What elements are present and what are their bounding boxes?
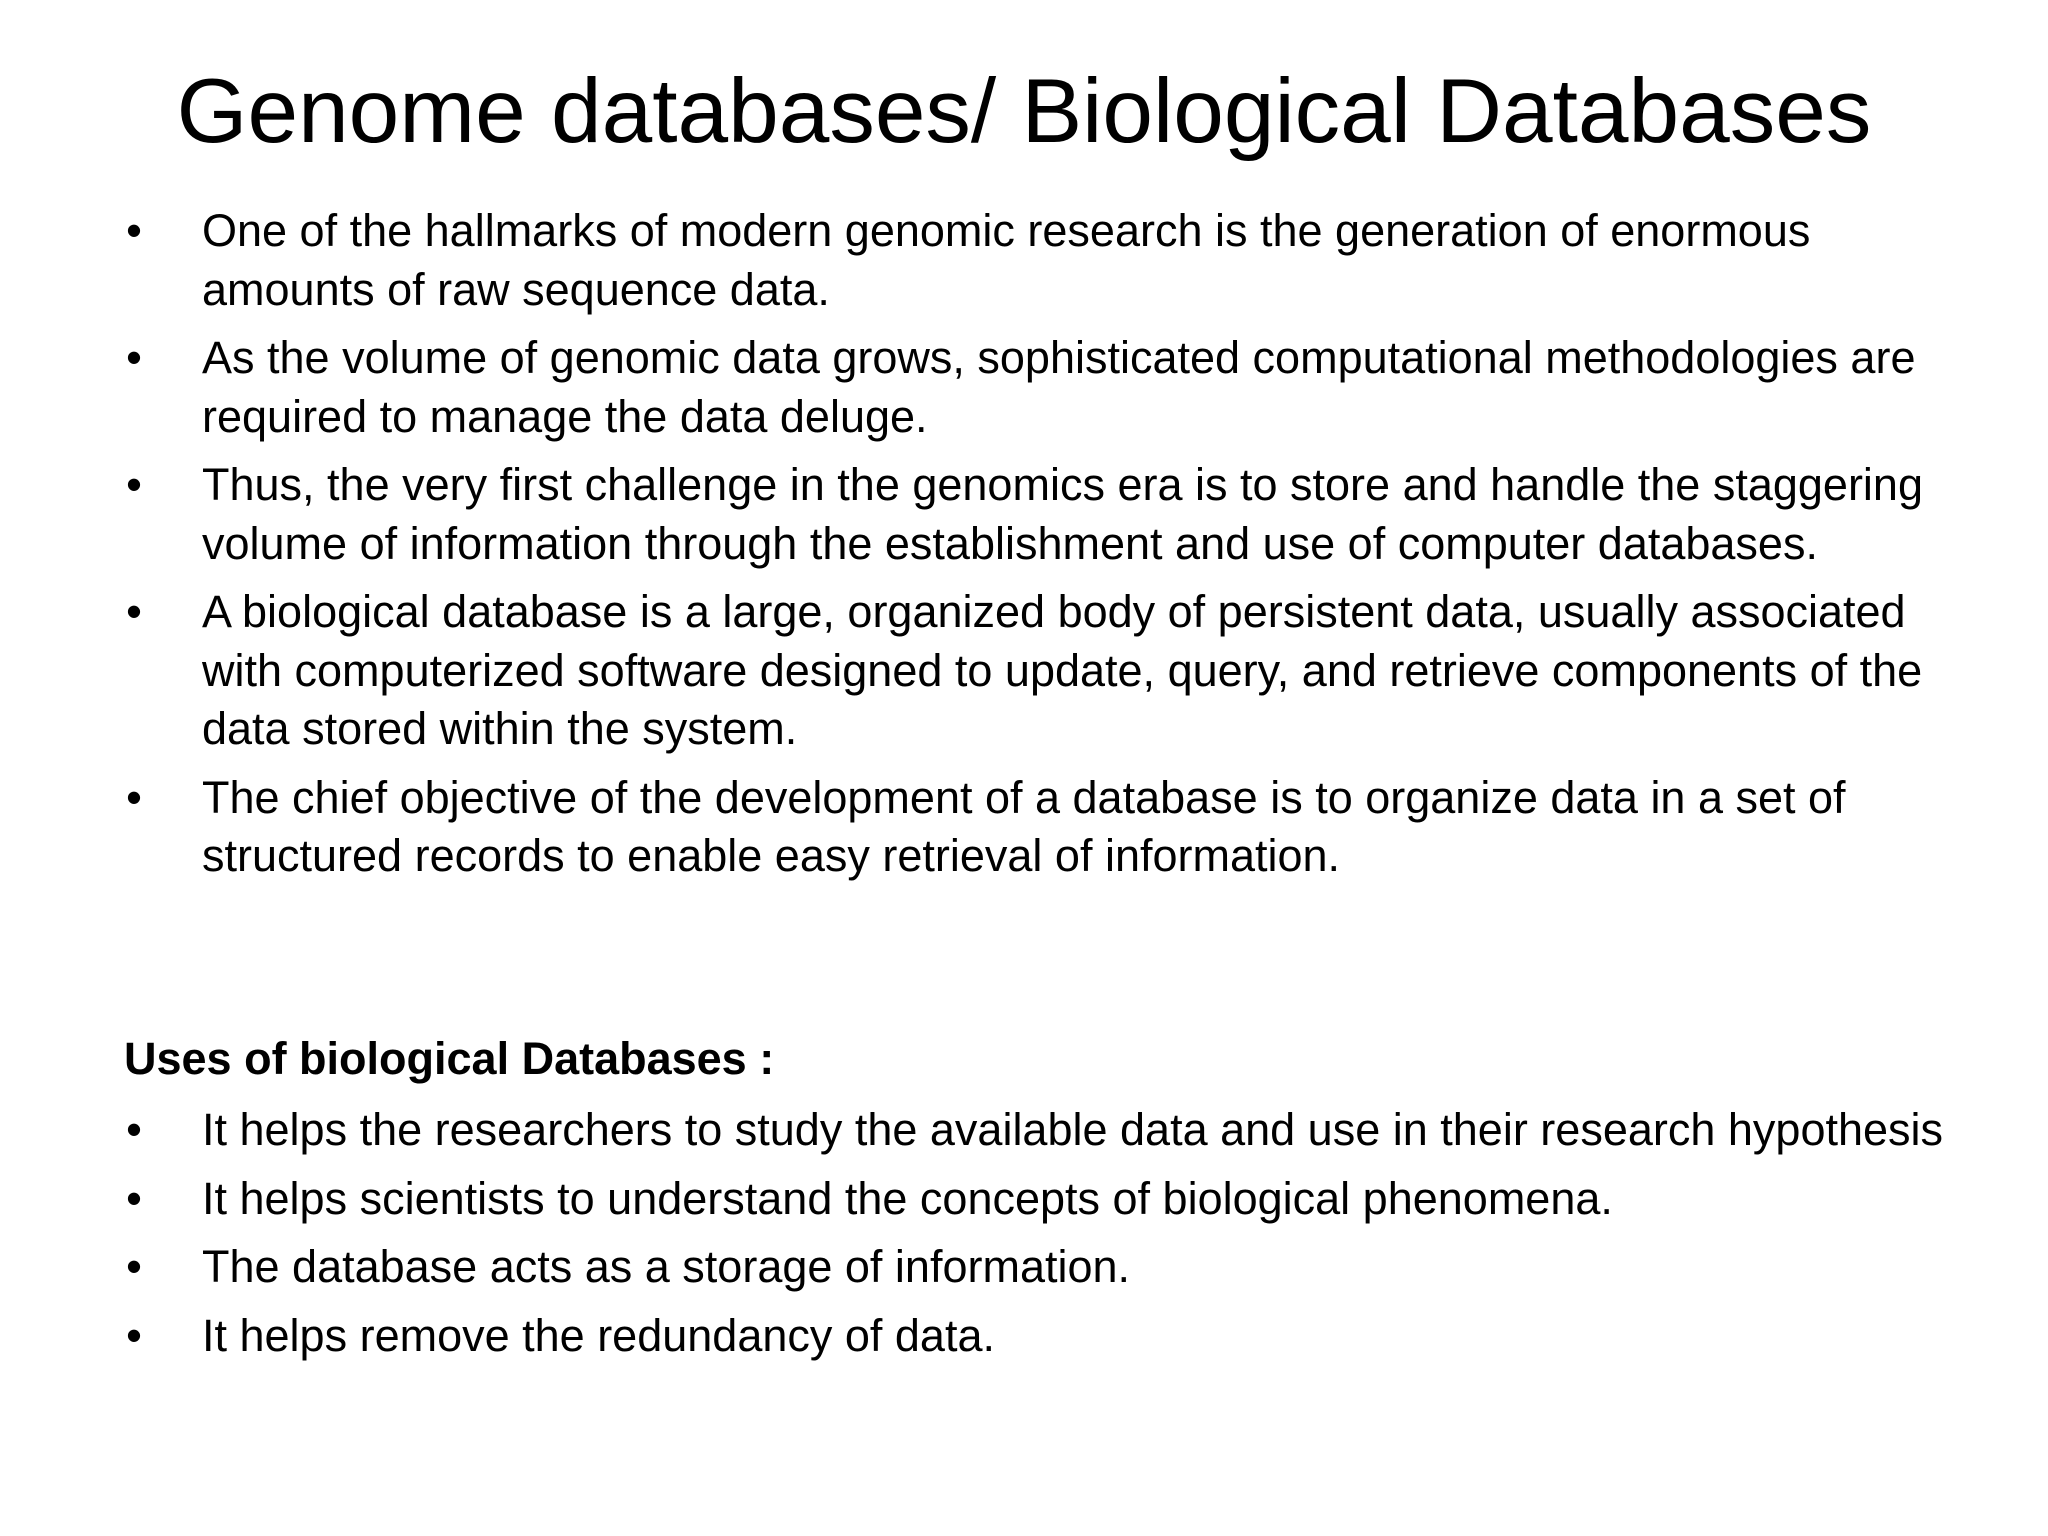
bullet-icon: • <box>126 459 142 510</box>
bullet-icon: • <box>126 771 142 823</box>
bullet-icon: • <box>126 332 142 383</box>
bullet-icon: • <box>126 205 142 256</box>
uses-heading: Uses of biological Databases : <box>124 1033 775 1084</box>
bullet-text: The database acts as a storage of information. <box>202 1241 1131 1292</box>
bullet-item <box>0 202 1962 319</box>
bullet-item <box>0 1238 1962 1297</box>
bullet-item <box>0 583 1962 759</box>
bullet-icon: • <box>126 1104 142 1155</box>
bullet-icon: • <box>126 586 142 637</box>
bullet-item <box>0 769 1962 886</box>
intro-bullet-list <box>0 202 1962 896</box>
bullet-text: It helps the researchers to study the available data and use in their research hypothesis <box>202 1104 1944 1155</box>
bullet-icon: • <box>126 1241 142 1292</box>
bullet-item <box>0 329 1962 446</box>
bullet-icon: • <box>126 1309 142 1361</box>
bullet-text: It helps remove the redundancy of data. <box>202 1309 995 1361</box>
uses-bullet-list <box>0 1101 1962 1375</box>
bullet-text: A biological database is a large, organized body of persistent data, usually associated with computerized software designed to update, query, and retrieve components of the data stored within the system. <box>202 586 1923 754</box>
bullet-item <box>0 1307 1962 1366</box>
bullet-item <box>0 1170 1962 1229</box>
bullet-text: The chief objective of the development of a database is to organize data in a set of structured records to enable easy retrieval of information. <box>202 771 1846 881</box>
bullet-item <box>0 456 1962 573</box>
bullet-text: As the volume of genomic data grows, sophisticated computational methodologies are required to manage the data deluge. <box>202 332 1916 442</box>
slide-title: Genome databases/ Biological Databases <box>176 61 1872 162</box>
bullet-item <box>0 1101 1962 1160</box>
bullet-icon: • <box>126 1172 142 1224</box>
bullet-text: Thus, the very first challenge in the genomics era is to store and handle the staggering volume of information through the establishment and use of computer databases. <box>202 459 1923 569</box>
bullet-text: It helps scientists to understand the concepts of biological phenomena. <box>202 1172 1613 1224</box>
bullet-text: One of the hallmarks of modern genomic research is the generation of enormous amounts of raw sequence data. <box>202 205 1811 315</box>
